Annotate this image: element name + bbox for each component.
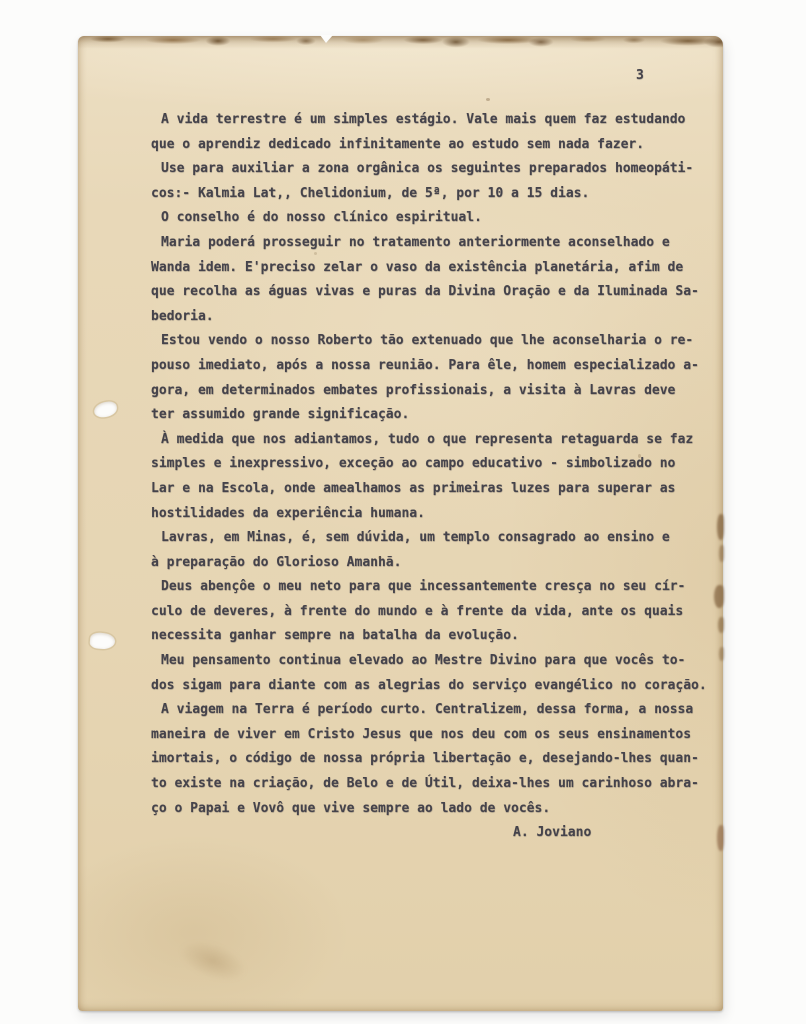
text-line: que recolha as águas vivas e puras da Divina Oração e da Iluminada Sa-: [151, 284, 699, 300]
right-edge-stain: [717, 514, 724, 540]
text-line: A viagem na Terra é período curto. Centralizem, dessa forma, a nossa: [161, 702, 694, 718]
text-line: hostilidades da experiência humana.: [151, 505, 425, 521]
text-line: ter assumido grande significação.: [151, 407, 410, 423]
text-line: que o aprendiz dedicado infinitamente ao estudo sem nada fazer.: [151, 136, 645, 152]
text-line: Wanda idem. E'preciso zelar o vaso da existência planetária, afim de: [151, 259, 684, 275]
right-edge-stain: [714, 585, 724, 608]
text-line: dos sigam para diante com as alegrias do serviço evangélico no coração.: [151, 677, 707, 693]
paper-speck: [378, 556, 381, 559]
bottom-left-smudge: [174, 933, 251, 989]
text-line: Meu pensamento continua elevado ao Mestre Divino para que vocês to-: [161, 653, 686, 669]
text-line: Use para auxiliar a zona orgânica os seguintes preparados homeopáti-: [161, 161, 694, 177]
paper-speck: [486, 98, 490, 101]
paper-hole: [89, 632, 115, 650]
text-line: maneira de viver em Cristo Jesus que nos deu com os seus ensinamentos: [151, 726, 692, 742]
text-line: À medida que nos adiantamos, tudo o que representa retaguarda se faz: [161, 431, 694, 447]
text-line: Lar e na Escola, onde amealhamos as primeiras luzes para superar as: [151, 480, 676, 496]
text-line: cos:- Kalmia Lat,, Chelidonium, de 5ª, por 10 a 15 dias.: [151, 185, 590, 201]
text-line: pouso imediato, após a nossa reunião. Para êle, homem especializado a-: [151, 357, 699, 373]
top-edge-notch: [320, 35, 333, 43]
text-line: necessita ganhar sempre na batalha da evolução.: [151, 628, 519, 644]
right-edge-stain: [717, 825, 724, 851]
text-line: Estou vendo o nosso Roberto tão extenuado que lhe aconselharia o re-: [161, 333, 694, 349]
paper-speck: [314, 252, 317, 255]
typewritten-page: [78, 36, 723, 1011]
text-line: O conselho é do nosso clínico espiritual.: [161, 210, 482, 226]
paper-hole: [93, 400, 118, 418]
right-edge-stain: [719, 647, 724, 661]
letter-lines: [151, 108, 729, 821]
right-edge-stain: [719, 545, 724, 562]
text-line: gora, em determinados embates profissionais, a visita à Lavras deve: [151, 382, 676, 398]
text-line: A vida terrestre é um simples estágio. Vale mais quem faz estudando: [161, 112, 686, 127]
text-line: Maria poderá prosseguir no tratamento anteriormente aconselhado e: [161, 234, 670, 250]
signature: A. Joviano: [513, 825, 592, 841]
text-line: to existe na criação, de Belo e de Útil, deixa-lhes um carinhoso abra-: [151, 776, 699, 792]
top-edge-burn-stains: [78, 36, 723, 54]
text-line: bedoria.: [151, 308, 214, 324]
text-line: imortais, o código de nossa própria libertação e, desejando-lhes quan-: [151, 751, 699, 767]
text-line: ço o Papai e Vovô que vive sempre ao lado de vocês.: [151, 800, 551, 816]
page-number: 3: [636, 68, 644, 83]
paper-speck: [638, 454, 641, 458]
text-line: à preparação do Glorioso Amanhã.: [151, 554, 402, 570]
letter-body: [151, 108, 729, 846]
text-line: Deus abençôe o meu neto para que incessantemente cresça no seu cír-: [161, 579, 686, 595]
right-edge-stain: [718, 617, 724, 633]
text-line: Lavras, em Minas, é, sem dúvida, um templo consagrado ao ensino e: [161, 530, 670, 546]
text-line: simples e inexpressivo, exceção ao campo educativo - simbolizado no: [151, 456, 676, 472]
text-line: culo de deveres, à frente do mundo e à frente da vida, ante os quais: [151, 603, 684, 619]
